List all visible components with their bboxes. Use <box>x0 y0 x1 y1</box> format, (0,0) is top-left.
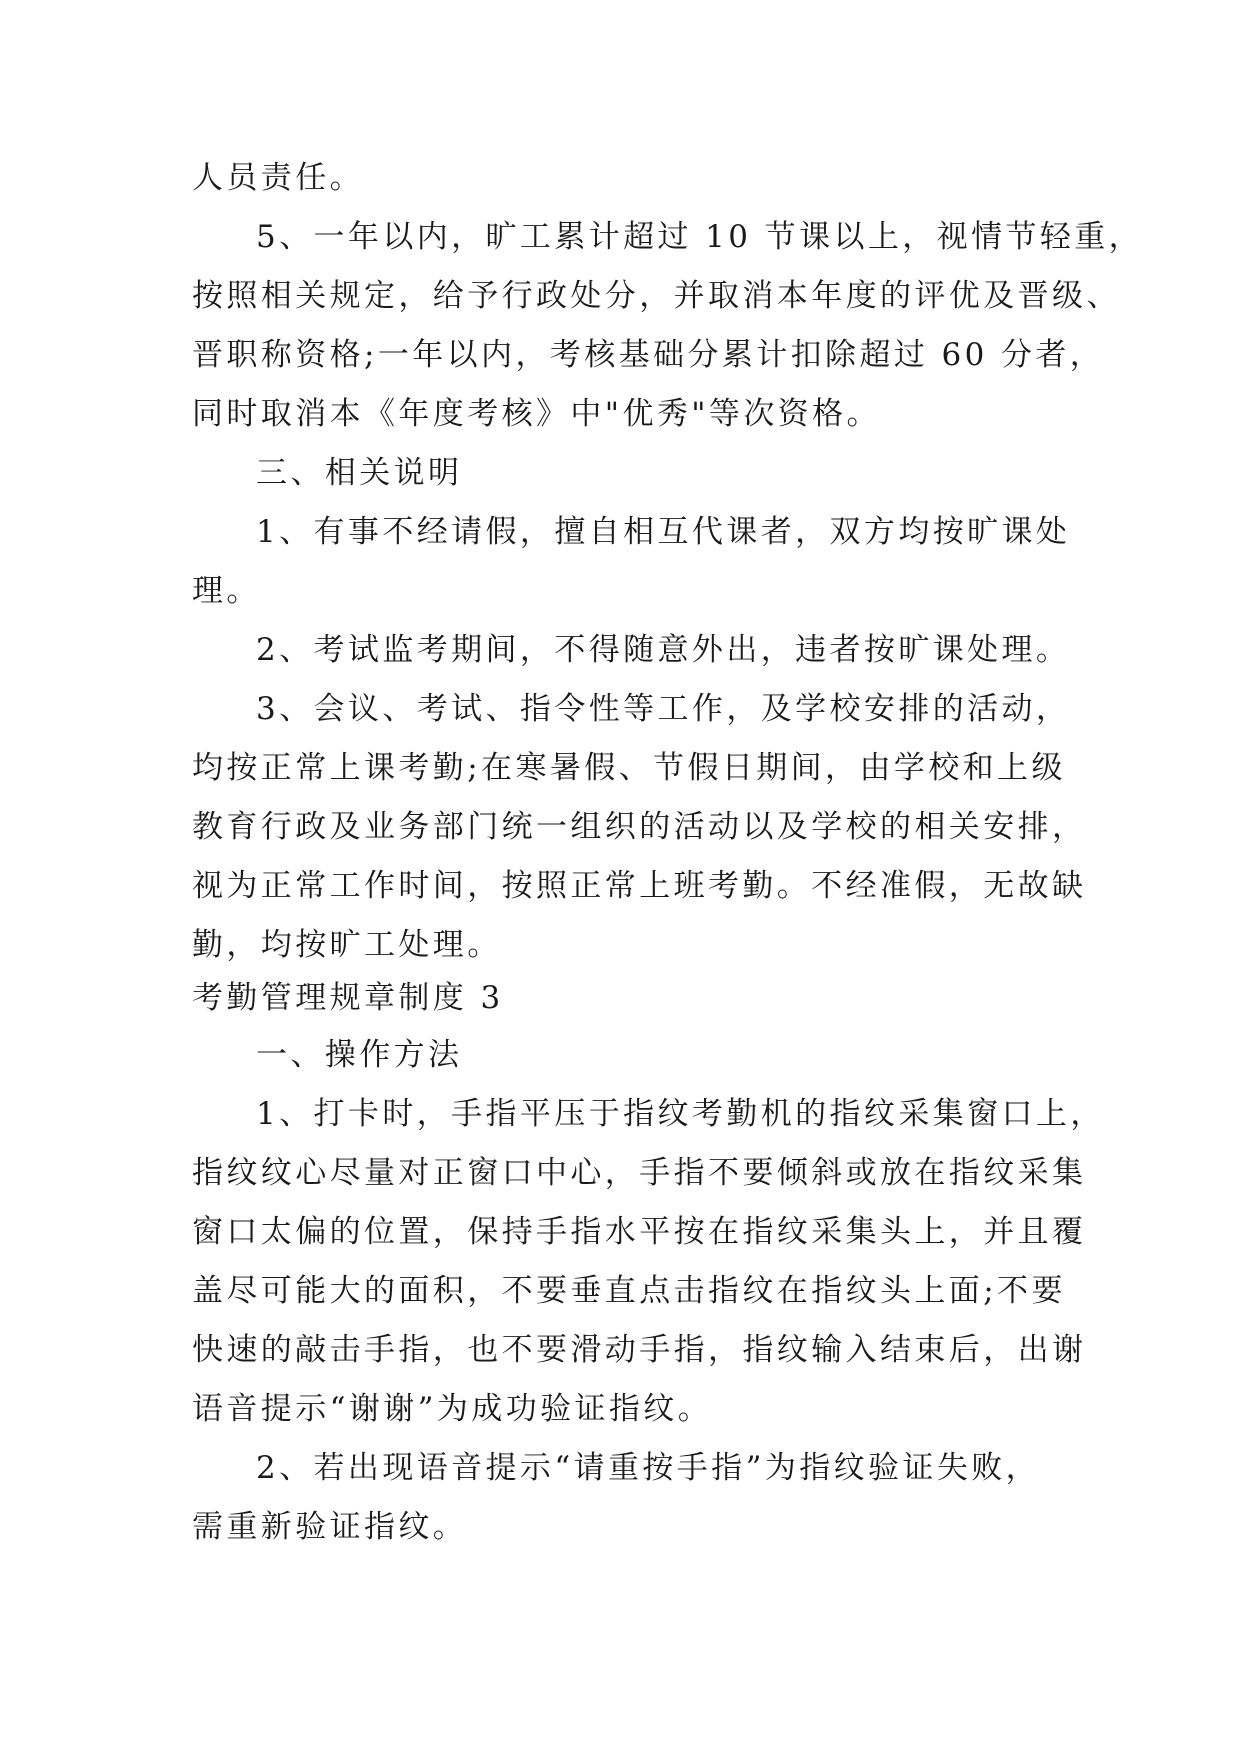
text-line-note-3-cont-1: 均按正常上课考勤;在寒暑假、节假日期间，由学校和上级 <box>192 750 1066 786</box>
text-line-note-1: 1、有事不经请假，擅自相互代课者，双方均按旷课处 <box>256 514 1071 550</box>
text-line-step-1-cont-5: 语音提示“谢谢”为成功验证指纹。 <box>192 1391 713 1427</box>
text-line-step-1-cont-4: 快速的敲击手指，也不要滑动手指，指纹输入结束后，出谢 <box>192 1332 1087 1368</box>
text-line-note-3-cont-4: 勤，均按旷工处理。 <box>192 927 502 963</box>
text-line-step-1-cont-2: 窗口太偏的位置，保持手指水平按在指纹采集头上，并且覆 <box>192 1214 1087 1250</box>
text-line-step-2: 2、若出现语音提示“请重按手指”为指纹验证失败， <box>256 1450 1041 1486</box>
text-line-item-5: 5、一年以内，旷工累计超过 10 节课以上，视情节轻重， <box>256 219 1144 255</box>
section-heading-related-notes: 三、相关说明 <box>256 455 463 491</box>
text-line-note-1-cont: 理。 <box>192 573 261 609</box>
text-line-step-1-cont-3: 盖尽可能大的面积，不要垂直点击指纹在指纹头上面;不要 <box>192 1273 1066 1309</box>
text-line-item-5-cont-3: 同时取消本《年度考核》中"优秀"等次资格。 <box>192 396 881 432</box>
section-title-attendance-rules-3: 考勤管理规章制度 3 <box>192 980 504 1016</box>
text-line-note-3-cont-2: 教育行政及业务部门统一组织的活动以及学校的相关安排， <box>192 809 1087 845</box>
text-line-note-3: 3、会议、考试、指令性等工作，及学校安排的活动， <box>256 691 1071 727</box>
text-line-item-5-cont-1: 按照相关规定，给予行政处分，并取消本年度的评优及晋级、 <box>192 278 1121 314</box>
text-line-note-3-cont-3: 视为正常工作时间，按照正常上班考勤。不经准假，无故缺 <box>192 868 1087 904</box>
text-line-note-2: 2、考试监考期间，不得随意外出，违者按旷课处理。 <box>256 632 1071 668</box>
text-line-step-1-cont-1: 指纹纹心尽量对正窗口中心，手指不要倾斜或放在指纹采集 <box>192 1155 1087 1191</box>
text-line-step-1: 1、打卡时，手指平压于指纹考勤机的指纹采集窗口上， <box>256 1096 1105 1132</box>
section-heading-operation-method: 一、操作方法 <box>256 1037 463 1073</box>
text-line-step-2-cont: 需重新验证指纹。 <box>192 1509 468 1545</box>
text-line-personnel-responsibility: 人员责任。 <box>192 160 364 196</box>
text-line-item-5-cont-2: 晋职称资格;一年以内，考核基础分累计扣除超过 60 分者， <box>192 337 1105 373</box>
